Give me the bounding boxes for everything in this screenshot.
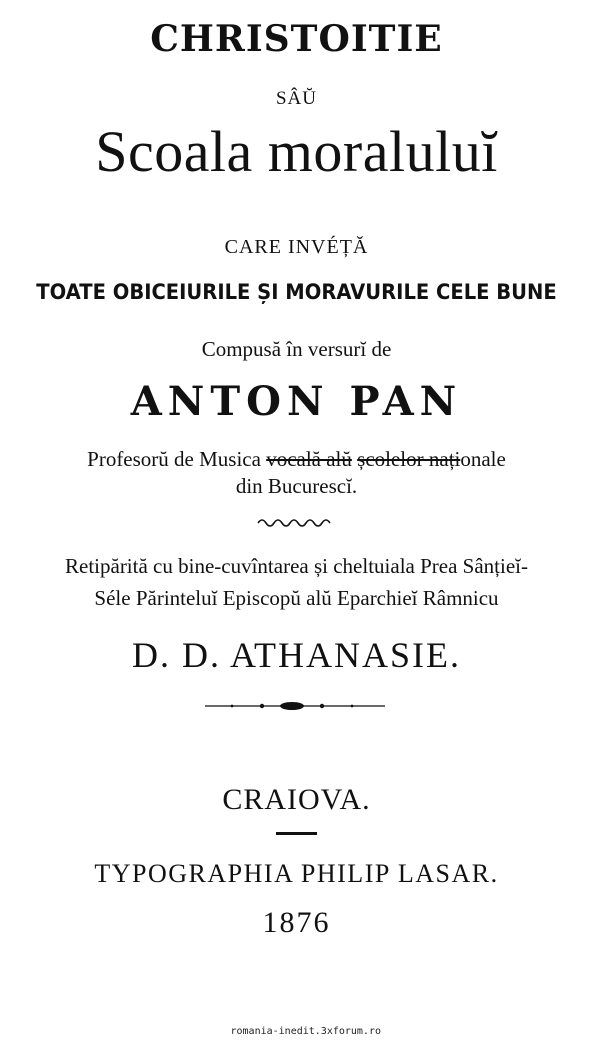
book-title: CHRISTOITIE	[150, 18, 443, 60]
reprint-line-1: Retipărită cu bine-cuvîntarea și cheltuiala Prea Sânțieĭ-	[65, 554, 528, 578]
printer-name: TYPOGRAPHIA PHILIP LASAR.	[94, 859, 499, 888]
squiggle-divider-icon	[0, 516, 593, 530]
publication-year: 1876	[262, 906, 331, 939]
content-line: TOATE OBICEIURILE ȘI MORAVURILE CELE BUNE	[36, 280, 557, 304]
publication-place: CRAIOVA.	[222, 783, 371, 816]
book-subtitle: Scoala moraluluĭ	[95, 119, 498, 184]
author-profession	[0, 447, 593, 472]
author-city: din Bucurescĭ.	[235, 474, 358, 498]
squiggle-divider	[0, 515, 593, 529]
teaches-line: CARE INVÉȚĂ	[224, 236, 369, 258]
bishop-name: D. D. ATHANASIE.	[132, 635, 461, 675]
profession-struck-1: vocală alŭ	[266, 447, 352, 471]
profession-text-1: Profesorŭ de Musica	[87, 447, 267, 471]
author-name: ANTON PAN	[130, 378, 463, 425]
title-connector: SÂŬ	[275, 88, 317, 109]
site-watermark: romania-inedit.3xforum.ro	[230, 1026, 381, 1037]
profession-struck-2: școlelor na	[357, 447, 449, 471]
ornamental-rule	[0, 696, 593, 716]
composed-line: Compusă în versurĭ de	[201, 337, 392, 361]
short-rule	[276, 832, 317, 835]
ornamental-rule-icon	[0, 696, 593, 716]
reprint-line-2: Séle Părinteluĭ Episcopŭ alŭ Eparchieĭ Râmnicu	[94, 586, 499, 610]
profession-struck-3: ți	[448, 447, 461, 471]
profession-text-2: onale	[460, 447, 506, 471]
